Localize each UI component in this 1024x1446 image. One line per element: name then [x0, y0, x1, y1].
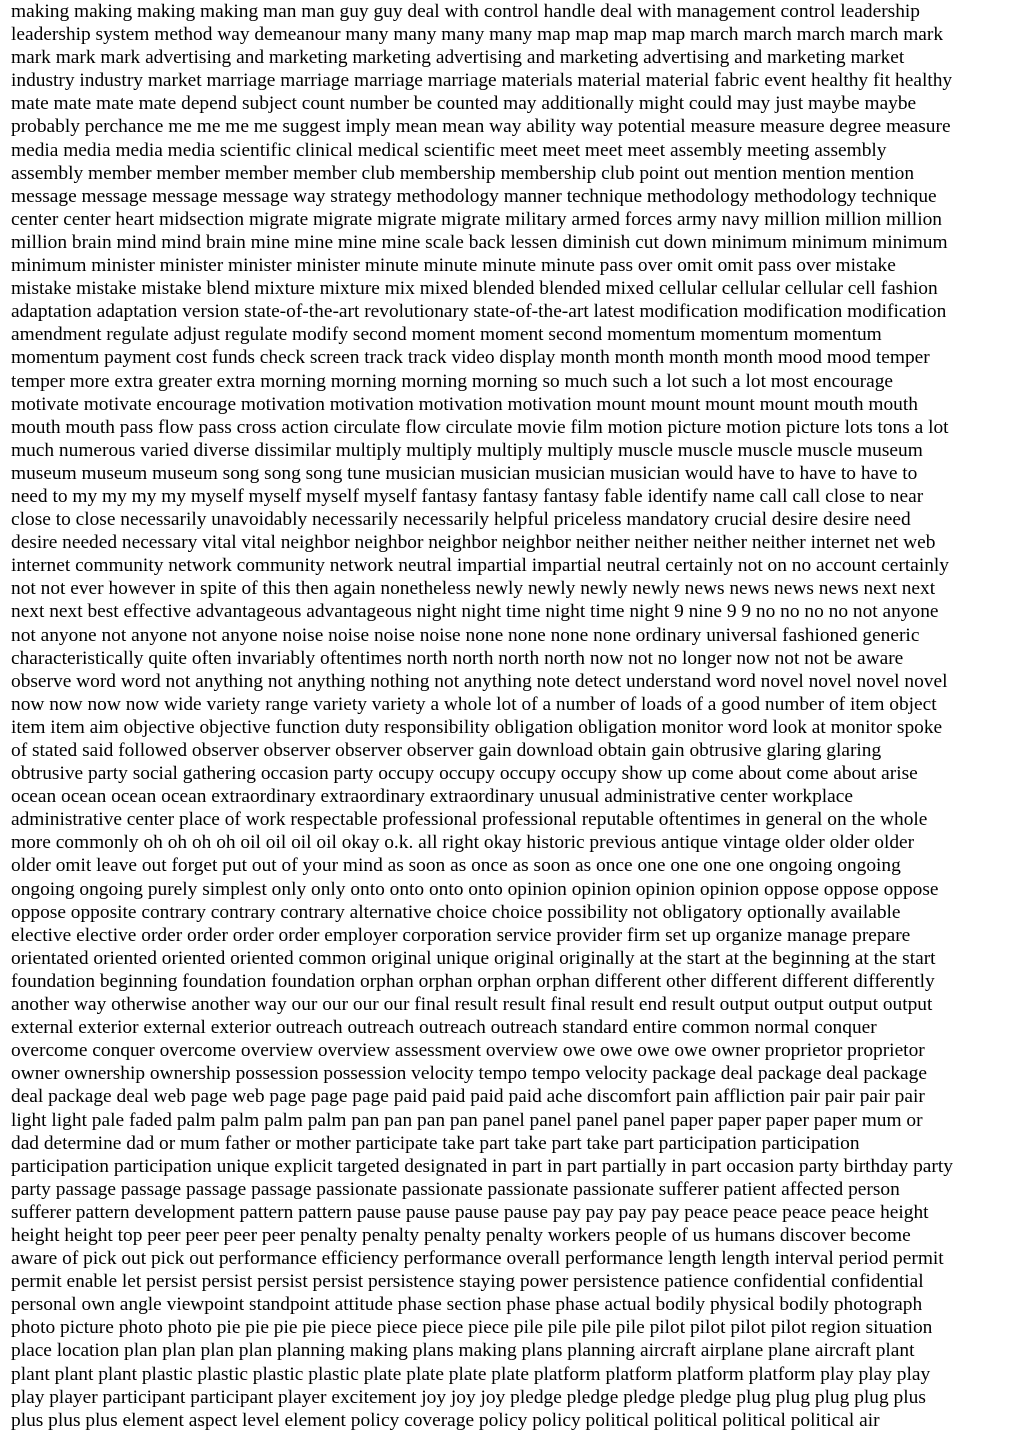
text-line: participation participation unique explicit targeted designated in part in part partially in part occasion party birthday party — [11, 1155, 953, 1177]
text-line: close to close necessarily unavoidably necessarily necessarily helpful priceless mandatory crucial desire desire need — [11, 509, 911, 531]
text-line: another way otherwise another way our our our our final result result final result end result output output output output — [11, 994, 933, 1016]
text-line: probably perchance me me me me suggest imply mean mean way ability way potential measure measure degree measure — [11, 116, 951, 138]
text-line: plus plus plus element aspect level element policy coverage policy policy political political political political air — [11, 1409, 880, 1431]
text-line: permit enable let persist persist persist persist persistence staying power persistence patience confidential confidential — [11, 1271, 924, 1293]
text-line: mistake mistake mistake blend mixture mixture mix mixed blended blended mixed cellular cellular cellular cell fashion — [11, 278, 938, 300]
text-line: overcome conquer overcome overview overview assessment overview owe owe owe owe owner proprietor proprietor — [11, 1040, 925, 1062]
text-line: now now now now wide variety range variety variety a whole lot of a number of loads of a good number of item object — [11, 693, 937, 715]
text-line: minimum minister minister minister minister minute minute minute minute pass over omit omit pass over mistake — [11, 255, 896, 277]
text-line: obtrusive party social gathering occasion party occupy occupy occupy occupy show up come about come about arise — [11, 763, 918, 785]
text-line: deal package deal web page web page page page paid paid paid paid ache discomfort pain affliction pair pair pair pair — [11, 1086, 925, 1108]
text-line: place location plan plan plan plan planning making plans making plans planning aircraft airplane plane aircraft plant — [11, 1340, 915, 1362]
text-line: more commonly oh oh oh oh oil oil oil oil okay o.k. all right okay historic previous antique vintage older older older — [11, 832, 915, 854]
text-line: plant plant plant plastic plastic plastic plastic plate plate plate plate platform platform platform platform play play play — [11, 1363, 931, 1385]
text-line: observe word word not anything not anything nothing not anything note detect understand word novel novel novel novel — [11, 670, 948, 692]
text-line: much numerous varied diverse dissimilar multiply multiply multiply multiply muscle muscle muscle muscle museum — [11, 439, 923, 461]
text-line: administrative center place of work respectable professional professional reputable oftentimes in general on the whole — [11, 809, 928, 831]
text-line: oppose opposite contrary contrary contrary alternative choice choice possibility not obligatory optionally available — [11, 901, 901, 923]
text-line: need to my my my my myself myself myself myself fantasy fantasy fantasy fable identify name call call close to near — [11, 485, 924, 507]
text-line: internet community network community network neutral impartial impartial neutral certainly not on no account certainly — [11, 555, 950, 577]
text-line: leadership system method way demeanour many many many many map map map map march march march march mark — [11, 24, 944, 46]
text-line: message message message message way strategy methodology manner technique methodology methodology technique — [11, 185, 937, 207]
text-line: mark mark mark advertising and marketing marketing advertising and marketing advertising and marketing market — [11, 47, 905, 69]
text-line: mouth mouth pass flow pass cross action circulate flow circulate movie film motion picture motion picture lots tons a lot — [11, 416, 949, 438]
text-line: of stated said followed observer observer observer observer gain download obtain gain obtrusive glaring glaring — [11, 740, 882, 761]
text-line: desire needed necessary vital vital neighbor neighbor neighbor neighbor neither neither neither neither internet net web — [11, 532, 936, 554]
text-line: sufferer pattern development pattern pattern pause pause pause pause pay pay pay pay peace peace peace peace height — [11, 1201, 929, 1223]
text-line: photo picture photo photo pie pie pie pie piece piece piece piece pile pile pile pile pilot pilot pilot pilot region situation — [11, 1317, 933, 1339]
text-line: party passage passage passage passage passionate passionate passionate passionate sufferer patient affected person — [11, 1178, 900, 1200]
text-line: motivate motivate encourage motivation motivation motivation motivation mount mount mount mount mouth mouth — [11, 393, 918, 415]
text-line: media media media media scientific clinical medical scientific meet meet meet meet assembly meeting assembly — [11, 139, 887, 161]
text-line: next next best effective advantageous advantageous night night time night time night 9 nine 9 9 no no no no not anyone — [11, 601, 939, 623]
text-line: adaptation adaptation version state-of-the-art revolutionary state-of-the-art latest modification modification modification — [11, 301, 947, 323]
text-line: personal own angle viewpoint standpoint attitude phase section phase phase actual bodily physical bodily photograph — [11, 1294, 923, 1316]
text-line: light light pale faded palm palm palm palm pan pan pan pan panel panel panel panel paper paper paper paper mum or — [11, 1109, 923, 1131]
text-line: item item aim objective objective function duty responsibility obligation obligation monitor word look at monitor spoke — [11, 716, 943, 738]
text-line: making making making making man man guy guy deal with control handle deal with management control leadership — [11, 1, 920, 22]
text-line: ongoing ongoing purely simplest only only onto onto onto onto opinion opinion opinion opinion oppose oppose oppose — [11, 878, 939, 900]
text-line: play player participant participant player excitement joy joy joy pledge pledge pledge pledge plug plug plug plug plus — [11, 1386, 926, 1408]
text-line: foundation beginning foundation foundation orphan orphan orphan orphan different other different different differently — [11, 970, 935, 992]
text-line: not anyone not anyone not anyone noise noise noise noise none none none none ordinary universal fashioned generic — [11, 624, 920, 646]
text-line: temper more extra greater extra morning morning morning morning so much such a lot such a lot most encourage — [11, 370, 894, 392]
text-line: momentum payment cost funds check screen track track video display month month month month mood mood temper — [11, 347, 930, 369]
text-line: external exterior external exterior outreach outreach outreach outreach standard entire common normal conquer — [11, 1017, 877, 1039]
text-line: museum museum museum song song song tune musician musician musician musician would have to have to have to — [11, 462, 918, 484]
text-line: older omit leave out forget put out of your mind as soon as once as soon as once one one one one ongoing ongoing — [11, 855, 901, 877]
text-line: assembly member member member member club membership membership club point out mention mention mention — [11, 162, 915, 184]
text-line: height height top peer peer peer peer penalty penalty penalty penalty workers people of us humans discover become — [11, 1224, 911, 1246]
text-line: elective elective order order order order employer corporation service provider firm set up organize manage prepare — [11, 924, 911, 946]
text-line: characteristically quite often invariably oftentimes north north north north now not no longer now not not be aware — [11, 647, 904, 669]
text-line: dad determine dad or mum father or mother participate take part take part take part participation participation — [11, 1132, 860, 1154]
text-line: aware of pick out pick out performance efficiency performance overall performance length length interval period permit — [11, 1248, 944, 1270]
text-line: not not ever however in spite of this then again nonetheless newly newly newly newly news news news news next next — [11, 578, 936, 600]
text-line: mate mate mate mate depend subject count number be counted may additionally might could may just maybe maybe — [11, 93, 917, 115]
text-line: million brain mind mind brain mine mine mine mine scale back lessen diminish cut down minimum minimum minimum — [11, 231, 948, 253]
text-line — [11, 1432, 1012, 1446]
text-line: ocean ocean ocean ocean extraordinary extraordinary extraordinary unusual administrative center workplace — [11, 786, 854, 808]
text-line: industry industry market marriage marriage marriage marriage materials material material fabric event healthy fit healthy — [11, 70, 953, 92]
text-line: center center heart midsection migrate migrate migrate migrate military armed forces army navy million million million — [11, 208, 942, 230]
text-line: amendment regulate adjust regulate modify second moment moment second momentum momentum momentum — [11, 324, 882, 346]
text-line: orientated oriented oriented oriented common original unique original originally at the start at the beginning at the start — [11, 947, 936, 969]
text-line: owner ownership ownership possession possession velocity tempo tempo velocity package deal package deal package — [11, 1063, 927, 1085]
